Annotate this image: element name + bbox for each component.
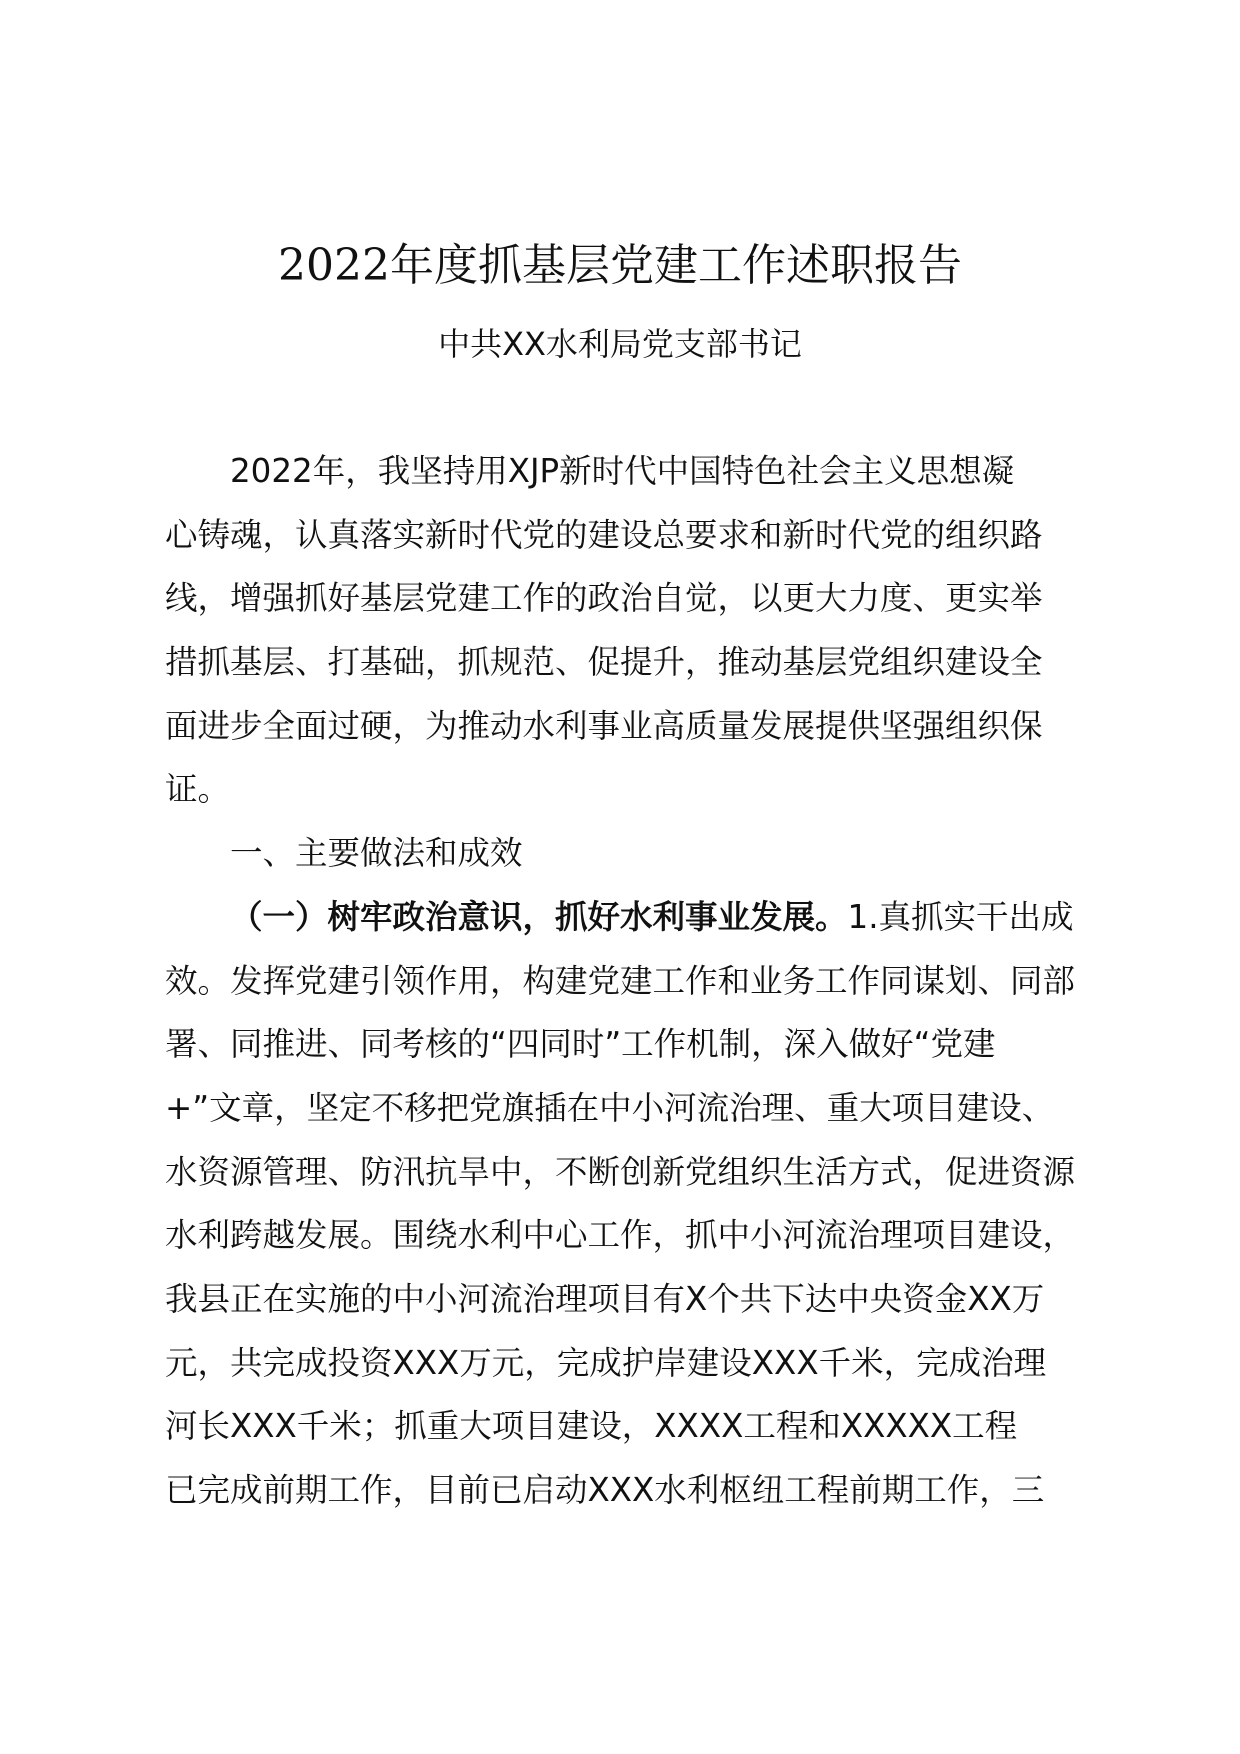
paragraph-line: 心铸魂，认真落实新时代党的建设总要求和新时代党的组织路 bbox=[165, 515, 1043, 554]
paragraph-line: 已完成前期工作，目前已启动XXX水利枢纽工程前期工作，三 bbox=[165, 1471, 1045, 1509]
paragraph-line: 效。发挥党建引领作用，构建党建工作和业务工作同谋划、同部 bbox=[165, 961, 1076, 1000]
paragraph-line: 署、同推进、同考核的“四同时”工作机制，深入做好“党建 bbox=[165, 1025, 996, 1064]
paragraph-line: +”文章，坚定不移把党旗插在中小河流治理、重大项目建设、 bbox=[165, 1088, 1055, 1127]
section-heading: 一、主要做法和成效 bbox=[230, 834, 523, 873]
document-body bbox=[165, 440, 1105, 1523]
paragraph-line bbox=[165, 886, 1105, 950]
paragraph-line: 水资源管理、防汛抗旱中，不断创新党组织生活方式，促进资源 bbox=[165, 1152, 1076, 1191]
paragraph-line: 河长XXX千米；抓重大项目建设，XXXX工程和XXXXX工程 bbox=[165, 1407, 1018, 1446]
paragraph-line: 线，增强抓好基层党建工作的政治自觉，以更大力度、更实举 bbox=[165, 579, 1043, 618]
paragraph-line: 我县正在实施的中小河流治理项目有X个共下达中央资金XX万 bbox=[165, 1279, 1045, 1318]
subsection-heading: （一）树牢政治意识，抓好水利事业发展。 bbox=[230, 897, 848, 936]
paragraph-line: 2022年，我坚持用XJP新时代中国特色社会主义思想凝 bbox=[230, 452, 1015, 490]
document-title: 2022年度抓基层党建工作述职报告 bbox=[278, 240, 962, 291]
paragraph-line: 水利跨越发展。围绕水利中心工作，抓中小河流治理项目建设， bbox=[165, 1216, 1076, 1255]
paragraph-line: 措抓基层、打基础，抓规范、促提升，推动基层党组织建设全 bbox=[165, 643, 1043, 682]
paragraph-text: 1.真抓实干出成 bbox=[847, 897, 1074, 936]
document-subtitle: 中共XX水利局党支部书记 bbox=[438, 325, 802, 363]
paragraph-line: 面进步全面过硬，为推动水利事业高质量发展提供坚强组织保 bbox=[165, 706, 1043, 745]
paragraph-line: 证。 bbox=[165, 770, 231, 809]
paragraph-line: 元，共完成投资XXX万元，完成护岸建设XXX千米，完成治理 bbox=[165, 1343, 1047, 1382]
